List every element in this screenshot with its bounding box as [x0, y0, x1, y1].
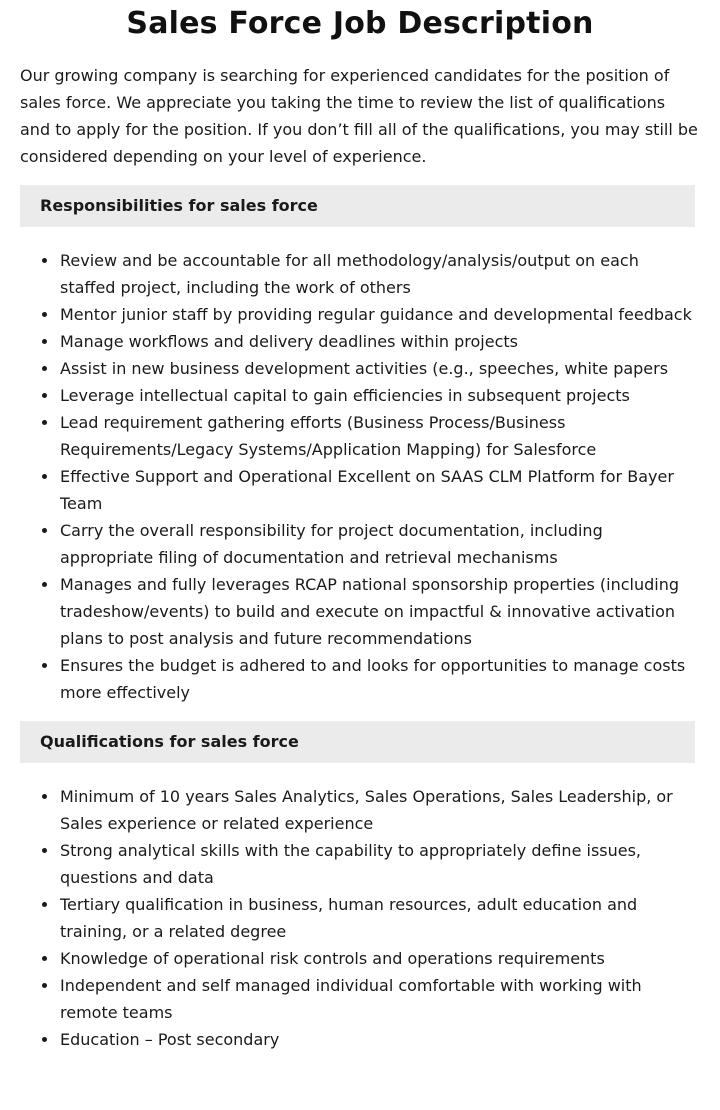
qualifications-list — [20, 783, 695, 1053]
list-item: Mentor junior staff by providing regular guidance and developmental feedback — [60, 301, 695, 328]
list-item: Assist in new business development activities (e.g., speeches, white papers — [60, 355, 695, 382]
list-item: Review and be accountable for all methodology/analysis/output on each staffed project, including the work of others — [60, 247, 695, 301]
list-item: Manages and fully leverages RCAP national sponsorship properties (including tradeshow/events) to build and execute on impactful & innovative activation plans to post analysis and future recommendations — [60, 571, 695, 652]
list-item: Strong analytical skills with the capability to appropriately define issues, questions and data — [60, 837, 695, 891]
list-item: Leverage intellectual capital to gain efficiencies in subsequent projects — [60, 382, 695, 409]
list-item: Ensures the budget is adhered to and looks for opportunities to manage costs more effectively — [60, 652, 695, 706]
list-item: Knowledge of operational risk controls and operations requirements — [60, 945, 695, 972]
list-item: Manage workflows and delivery deadlines within projects — [60, 328, 695, 355]
list-item: Independent and self managed individual comfortable with working with remote teams — [60, 972, 695, 1026]
list-item: Effective Support and Operational Excellent on SAAS CLM Platform for Bayer Team — [60, 463, 695, 517]
list-item: Education – Post secondary — [60, 1026, 695, 1053]
responsibilities-list — [20, 247, 695, 706]
list-item: Minimum of 10 years Sales Analytics, Sales Operations, Sales Leadership, or Sales experience or related experience — [60, 783, 695, 837]
intro-paragraph: Our growing company is searching for experienced candidates for the position of sales force. We appreciate you taking the time to review the list of qualifications and to apply for the position. If you don’t fill all of the qualifications, you may still be considered depending on your level of experience. — [20, 66, 698, 166]
qualifications-heading: Qualifications for sales force — [20, 721, 695, 763]
list-item: Carry the overall responsibility for project documentation, including appropriate filing of documentation and retrieval mechanisms — [60, 517, 695, 571]
page-title: Sales Force Job Description — [126, 6, 594, 41]
list-item: Tertiary qualification in business, human resources, adult education and training, or a related degree — [60, 891, 695, 945]
list-item: Lead requirement gathering efforts (Business Process/Business Requirements/Legacy Systems/Application Mapping) for Salesforce — [60, 409, 695, 463]
responsibilities-heading: Responsibilities for sales force — [20, 185, 695, 227]
